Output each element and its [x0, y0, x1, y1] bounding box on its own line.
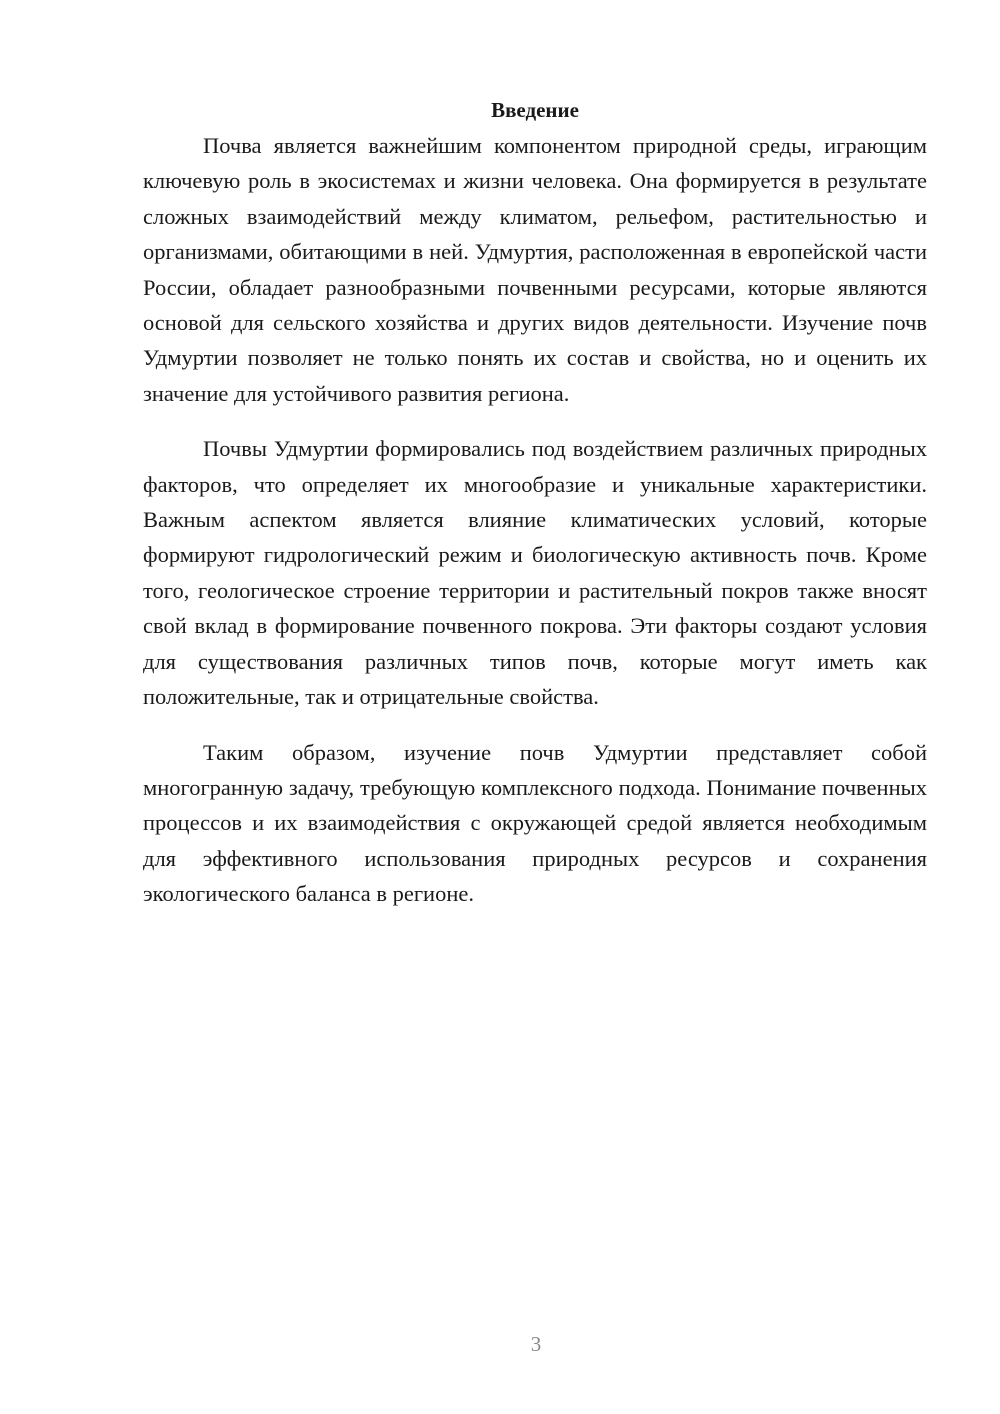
paragraph-1: Почва является важнейшим компонентом природной среды, играющим ключевую роль в экосистемах и жизни человека. Она формируется в результате сложных взаимодействий между климатом, рельефом, растительностью и организмами, обитающими в ней. Удмуртия, расположенная в европейской части России, обладает разнообразными почвенными ресурсами, которые являются основой для сельского хозяйства и других видов деятельности. Изучение почв Удмуртии позволяет не только понять их состав и свойства, но и оценить их значение для устойчивого развития региона.	[143, 133, 927, 406]
page-number: 3	[530, 1332, 542, 1356]
paragraph-3: Таким образом, изучение почв Удмуртии представляет собой многогранную задачу, требующую комплексного подхода. Понимание почвенных процессов и их взаимодействия с окружающей средой является необходимым для эффективного использования природных ресурсов и сохранения экологического баланса в регионе.	[143, 739, 927, 907]
page-content	[143, 93, 927, 932]
section-title: Введение	[491, 98, 579, 122]
paragraph-2: Почвы Удмуртии формировались под воздействием различных природных факторов, что определяет их многообразие и уникальные характеристики. Важным аспектом является влияние климатических условий, которые формируют гидрологический режим и биологическую активность почв. Кроме того, геологическое строение территории и растительный покров также вносят свой вклад в формирование почвенного покрова. Эти факторы создают условия для существования различных типов почв, которые могут иметь как положительные, так и отрицательные свойства.	[143, 436, 927, 710]
